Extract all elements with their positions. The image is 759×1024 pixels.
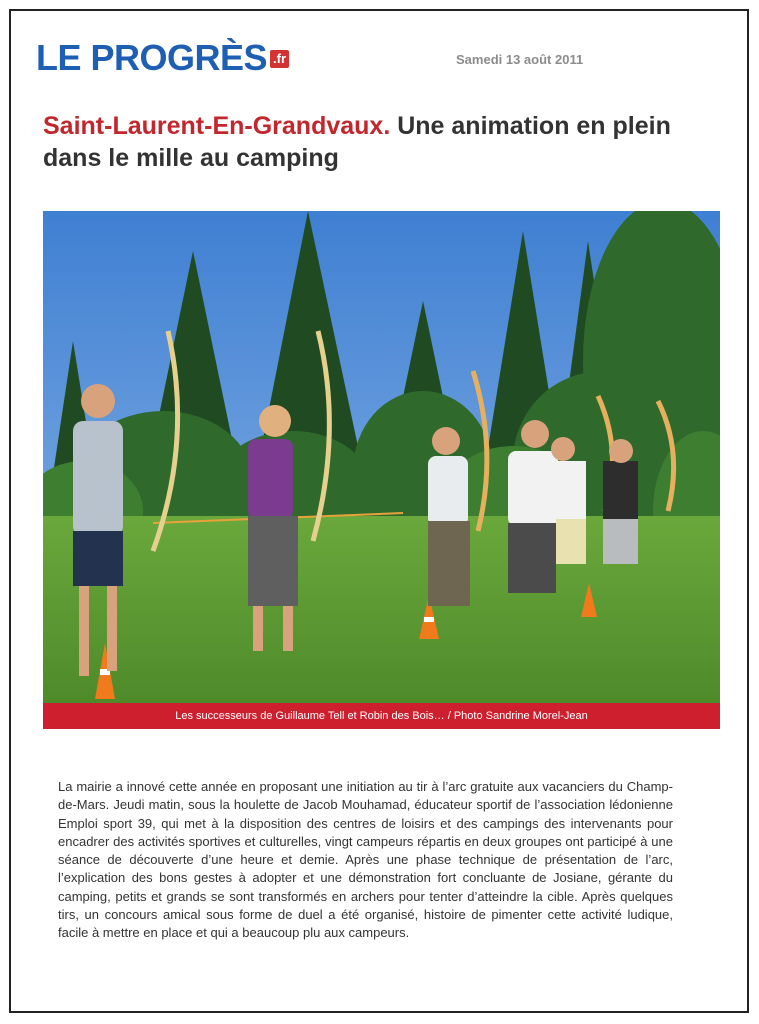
photo-caption: Les successeurs de Guillaume Tell et Robin des Bois… / Photo Sandrine Morel-Jean [43,703,720,729]
logo-text: LE PROGRÈS [36,37,268,78]
article-photo [43,211,720,703]
article-body: La mairie a innové cette année en proposant une initiation au tir à l’arc gratuite aux vacanciers du Champ-de-Mars. Jeudi matin, sous la houlette de Jacob Mouhamad, éducateur sportif de l’association lédonienne Emploi sport 39, qui met à la disposition des centres de loisirs et des campings des intervenants pour encadrer des activités sportives et culturelles, vingt campeurs répartis en deux groupes ont participé à une séance de découverte d’une heure et demie. Après une phase technique de présentation de l’arc, l’explication des bons gestes à adopter et une démonstration fort concluante de Josiane, gérante du camping, petits et grands se sont transformés en archers pour tenter d’atteindre la cible. Après quelques tirs, un concours amical sous forme de duel a été organisé, histoire de pimenter cette activité ludique, facile à mettre en place et qui a beaucoup plu aux campeurs. [58,779,673,941]
headline-location: Saint-Laurent-En-Grandvaux. [43,112,391,140]
newspaper-logo[interactable] [36,38,289,78]
article-headline [43,110,683,174]
publication-date: Samedi 13 août 2011 [456,52,584,67]
logo-tld-badge: .fr [270,50,289,68]
headline-title: Une animation en plein dans le mille au camping [43,112,671,172]
archery-scene-illustration [43,211,720,703]
